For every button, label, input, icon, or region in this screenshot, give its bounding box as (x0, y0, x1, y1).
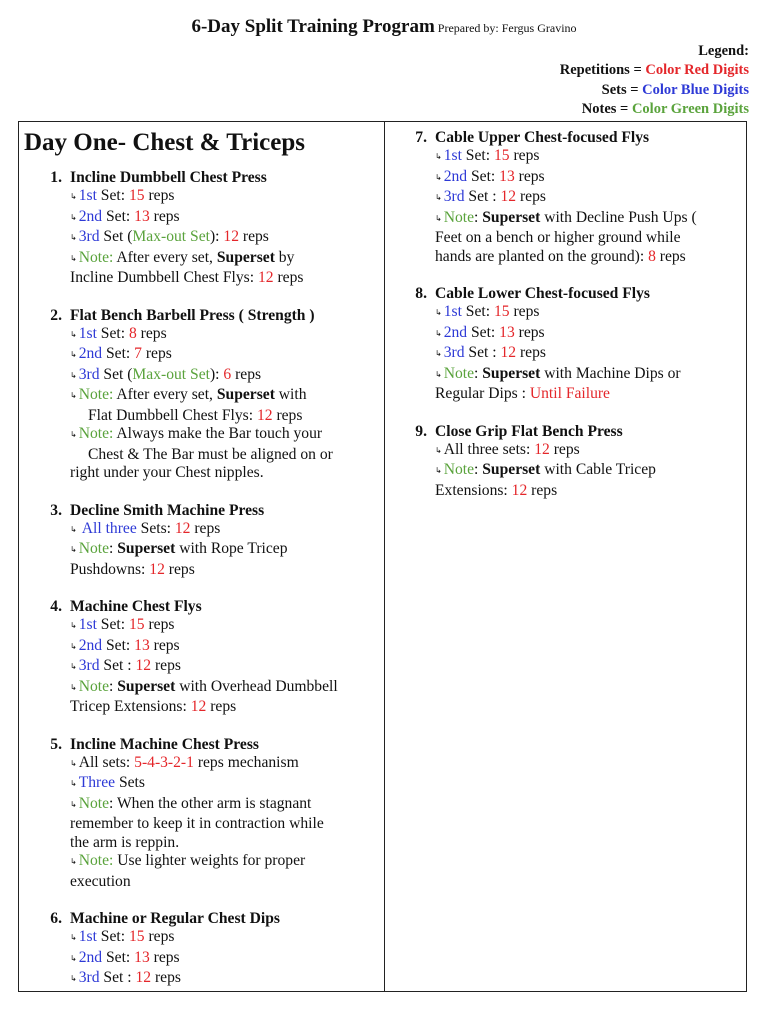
sets-value: 3rd (78, 657, 100, 674)
detail-text: Tricep Extensions: (70, 698, 191, 715)
exercise-detail-line (389, 385, 741, 404)
detail-text: Sets: (136, 519, 175, 537)
reps-value: 7 (134, 345, 142, 362)
exercise-detail-line (24, 616, 376, 637)
exercise-item (389, 128, 741, 266)
note-label: Note (443, 461, 475, 478)
detail-text: reps (514, 323, 545, 341)
exercise-item (24, 168, 376, 288)
reps-value: 12 (500, 188, 517, 205)
exercise-detail-line (389, 188, 741, 209)
exercise-detail-line (24, 366, 376, 387)
sets-value: 2nd (443, 323, 468, 341)
right-column (389, 128, 741, 518)
note-label: Note (78, 794, 110, 812)
exercise-detail-line (24, 520, 376, 541)
exercise-detail-line (389, 461, 741, 482)
sets-value: 1st (78, 928, 97, 945)
exercise-name: Close Grip Flat Bench Press (435, 422, 623, 440)
detail-text: Sets (115, 774, 145, 791)
exercise-detail-line (24, 834, 376, 853)
detail-text: Extensions: (435, 481, 512, 499)
sets-value: 3rd (443, 344, 465, 361)
sets-value: 2nd (78, 636, 103, 654)
detail-text: Set: (96, 187, 129, 204)
superset-label: Superset (117, 677, 176, 695)
sets-value: 3rd (78, 365, 100, 383)
detail-text: reps (527, 481, 558, 499)
arrow-icon: ↳ (70, 545, 77, 554)
detail-text: with Rope Tricep (175, 540, 288, 557)
exercise-title (24, 909, 376, 928)
exercise-detail-line (24, 561, 376, 580)
detail-text: hands are planted on the ground): (435, 247, 649, 265)
detail-text: Incline Dumbbell Chest Flys: (70, 269, 258, 286)
exercise-detail-line (24, 969, 376, 990)
detail-text: reps mechanism (193, 753, 299, 771)
detail-text: Set ( (99, 228, 133, 245)
detail-text: Set ( (99, 365, 133, 383)
sets-value: All three (81, 519, 137, 537)
reps-value: 13 (499, 323, 515, 341)
detail-text: ): (209, 365, 224, 383)
exercise-number: 2. (50, 306, 62, 324)
arrow-icon: ↳ (70, 391, 77, 400)
exercise-item (24, 597, 376, 717)
arrow-icon: ↳ (70, 857, 77, 866)
detail-text: reps (190, 519, 221, 537)
superset-label: Superset (482, 208, 541, 226)
detail-text: Set : (464, 344, 501, 361)
exercise-name: Decline Smith Machine Press (70, 501, 265, 519)
reps-value: 13 (499, 167, 515, 185)
arrow-icon: ↳ (70, 253, 77, 263)
reps-value: 15 (128, 616, 145, 633)
detail-text: with Cable Tricep (540, 461, 656, 478)
exercise-detail-line (24, 754, 376, 775)
legend-value: Color Green Digits (631, 100, 749, 117)
exercise-detail-line (24, 386, 376, 407)
detail-text: with (274, 386, 307, 403)
detail-text: reps (549, 440, 580, 458)
exercise-name: Cable Lower Chest-focused Flys (435, 285, 650, 302)
exercise-title (24, 501, 376, 520)
detail-text: with Overhead Dumbbell (175, 677, 338, 695)
reps-value: 12 (135, 969, 152, 986)
detail-text: reps (151, 657, 181, 674)
detail-text: Set: (96, 928, 129, 945)
superset-label: Superset (216, 386, 275, 403)
legend-label: Sets = (601, 81, 643, 98)
exercise-number: 9. (415, 422, 427, 440)
exercise-detail-line (24, 540, 376, 561)
exercise-number: 7. (415, 129, 427, 146)
detail-text: : (474, 208, 483, 226)
superset-label: Superset (482, 364, 541, 382)
exercise-list-left (24, 168, 376, 990)
detail-text: Set : (99, 657, 136, 674)
exercise-name: Incline Machine Chest Press (70, 735, 259, 753)
detail-text: Use lighter weights for proper (113, 852, 306, 869)
sets-value: 3rd (443, 188, 465, 205)
arrow-icon: ↳ (70, 974, 77, 983)
exercise-detail-line (389, 147, 741, 168)
detail-text: reps (514, 167, 545, 185)
detail-text: reps (509, 147, 540, 164)
arrow-icon: ↳ (70, 430, 77, 439)
exercise-detail-line (24, 187, 376, 208)
sets-value: 3rd (78, 228, 100, 245)
exercise-detail-line (389, 168, 741, 189)
exercise-item (24, 909, 376, 990)
detail-text: remember to keep it in contraction while (70, 815, 324, 832)
exercise-title (389, 284, 741, 303)
exercise-detail-line (24, 407, 376, 426)
detail-text: reps (231, 365, 262, 383)
detail-text: reps (509, 303, 540, 320)
prepared-by: Prepared by: Fergus Gravino (437, 21, 577, 35)
exercise-name: Incline Dumbbell Chest Press (70, 169, 267, 186)
reps-value: 15 (493, 303, 510, 320)
reps-value: 8 (648, 247, 656, 265)
sets-value: 2nd (443, 167, 468, 185)
legend-label: Notes = (581, 100, 632, 117)
detail-text: All three sets: (443, 440, 535, 458)
exercise-title (24, 306, 376, 325)
detail-text: the arm is reppin. (70, 833, 180, 851)
arrow-icon: ↳ (70, 233, 77, 242)
exercise-detail-line (389, 248, 741, 267)
exercise-number: 6. (50, 910, 62, 927)
arrow-icon: ↳ (435, 152, 442, 161)
legend-row-notes (560, 100, 749, 119)
arrow-icon: ↳ (70, 524, 77, 534)
exercise-detail-line (24, 425, 376, 446)
note-label: Note (443, 364, 475, 382)
detail-text: : When the other arm is stagnant (109, 794, 312, 812)
detail-text: Set : (464, 188, 501, 205)
exercise-name: Cable Upper Chest-focused Flys (435, 129, 650, 146)
detail-text: reps (136, 324, 167, 342)
arrow-icon: ↳ (70, 662, 77, 671)
exercise-item (24, 501, 376, 580)
exercise-detail-line (24, 446, 376, 465)
sets-value: 1st (78, 616, 97, 633)
exercise-item (389, 284, 741, 404)
detail-text: with Decline Push Ups ( (540, 208, 697, 226)
exercise-number: 4. (50, 598, 62, 615)
detail-text: Set: (96, 616, 129, 633)
reps-value: 12 (500, 344, 517, 361)
detail-text: Flat Dumbbell Chest Flys: (88, 406, 257, 424)
detail-text: Chest & The Bar must be aligned on or (88, 445, 333, 463)
arrow-icon: ↳ (435, 172, 442, 182)
reps-value: 12 (135, 657, 152, 674)
arrow-icon: ↳ (435, 445, 442, 455)
legend-label: Repetitions = (559, 62, 646, 79)
sets-value: 2nd (78, 207, 103, 225)
exercise-title (389, 128, 741, 147)
detail-text: reps (151, 969, 181, 986)
arrow-icon: ↳ (70, 621, 77, 630)
detail-text: execution (70, 872, 131, 890)
reps-value: 12 (257, 269, 274, 286)
detail-text: : (474, 461, 483, 478)
document-title: 6-Day Split Training Program (191, 16, 435, 37)
detail-text: reps (516, 188, 546, 205)
reps-value: 8 (128, 324, 137, 342)
arrow-icon: ↳ (70, 192, 77, 201)
detail-text: with Machine Dips or (540, 364, 681, 382)
reps-value: 6 (223, 365, 232, 383)
detail-text: : (109, 677, 118, 695)
exercise-name: Machine or Regular Chest Dips (70, 910, 280, 927)
detail-text: Set: (467, 167, 500, 185)
exercise-title (24, 735, 376, 754)
exercise-name: Machine Chest Flys (70, 598, 202, 615)
detail-text: Pushdowns: (70, 560, 150, 578)
arrow-icon: ↳ (435, 308, 442, 317)
reps-value: 12 (174, 519, 191, 537)
arrow-icon: ↳ (70, 682, 77, 692)
sets-value: 3rd (78, 969, 100, 986)
detail-text: reps (144, 928, 175, 945)
detail-text: reps (272, 406, 303, 424)
detail-text: Set: (467, 323, 500, 341)
exercise-list-right (389, 128, 741, 500)
reps-value: 12 (256, 406, 273, 424)
arrow-icon: ↳ (70, 329, 77, 339)
detail-text: reps (206, 698, 237, 715)
detail-text: : (474, 364, 483, 382)
exercise-detail-line (24, 637, 376, 658)
detail-text: reps (141, 345, 172, 362)
arrow-icon: ↳ (70, 799, 77, 809)
exercise-detail-line (389, 209, 741, 230)
arrow-icon: ↳ (435, 193, 442, 202)
detail-text: reps (149, 636, 180, 654)
exercise-detail-line (24, 269, 376, 288)
exercise-detail-line (24, 815, 376, 834)
note-label: Note (78, 540, 110, 557)
arrow-icon: ↳ (435, 213, 442, 223)
detail-text: Set: (461, 147, 494, 164)
detail-text: right under your Chest nipples. (70, 464, 264, 481)
exercise-number: 3. (50, 501, 62, 519)
sets-value: 1st (78, 324, 97, 342)
reps-value: 5-4-3-2-1 (134, 753, 194, 771)
exercise-detail-line (24, 698, 376, 717)
exercise-number: 5. (50, 735, 62, 753)
exercise-detail-line (389, 303, 741, 324)
detail-text: : (109, 540, 118, 557)
detail-text: reps (273, 269, 304, 286)
detail-text: ): (209, 228, 224, 245)
note-label: Note: (78, 852, 114, 869)
exercise-item (389, 422, 741, 501)
exercise-title (24, 168, 376, 187)
exercise-detail-line (24, 249, 376, 270)
sets-value: Three (78, 774, 116, 791)
detail-text: reps (238, 228, 269, 245)
exercise-detail-line (24, 852, 376, 873)
exercise-detail-line (389, 344, 741, 365)
note-label: Note (78, 677, 110, 695)
arrow-icon: ↳ (435, 466, 442, 475)
exercise-detail-line (24, 325, 376, 346)
detail-text: Set: (461, 303, 494, 320)
reps-value: Until Failure (529, 385, 610, 402)
arrow-icon: ↳ (70, 758, 77, 768)
sets-value: 1st (443, 303, 462, 320)
exercise-detail-line (389, 365, 741, 386)
sets-value: 2nd (78, 345, 103, 362)
legend-row-repetitions (560, 61, 749, 80)
detail-text: reps (655, 247, 686, 265)
exercise-detail-line (24, 678, 376, 699)
arrow-icon: ↳ (70, 212, 77, 222)
sets-value: 1st (443, 147, 462, 164)
detail-text: by (274, 248, 295, 266)
detail-text: reps (144, 187, 175, 204)
detail-text: reps (164, 560, 195, 578)
exercise-detail-line (389, 324, 741, 345)
detail-text: Set: (102, 207, 135, 225)
note-label: Max-out Set (132, 228, 210, 245)
exercise-detail-line (24, 774, 376, 795)
legend (560, 42, 749, 119)
exercise-item (24, 735, 376, 892)
exercise-number: 1. (50, 169, 62, 186)
reps-value: 12 (223, 228, 239, 245)
reps-value: 12 (149, 560, 165, 578)
exercise-detail-line (389, 482, 741, 501)
exercise-detail-line (24, 928, 376, 949)
detail-text: After every set, (113, 248, 217, 266)
reps-value: 15 (128, 928, 145, 945)
sets-value: 2nd (78, 948, 103, 966)
exercise-detail-line (24, 795, 376, 816)
reps-value: 12 (190, 698, 207, 715)
left-column (24, 128, 376, 1008)
detail-text: All sets: (78, 753, 135, 771)
note-label: Max-out Set (132, 365, 210, 383)
exercise-detail-line (24, 345, 376, 366)
legend-row-sets (560, 81, 749, 100)
legend-heading: Legend: (698, 43, 749, 59)
exercise-detail-line (389, 441, 741, 462)
detail-text: Set : (99, 969, 136, 986)
reps-value: 12 (534, 440, 550, 458)
superset-label: Superset (482, 461, 541, 478)
note-label: Note: (78, 425, 114, 442)
detail-text: After every set, (113, 386, 217, 403)
exercise-detail-line (24, 949, 376, 970)
arrow-icon: ↳ (435, 328, 442, 338)
detail-text: reps (149, 948, 180, 966)
exercise-title (389, 422, 741, 441)
reps-value: 12 (511, 481, 528, 499)
reps-value: 13 (134, 207, 150, 225)
detail-text: Set: (96, 324, 129, 342)
note-label: Note: (78, 386, 114, 403)
note-label: Note: (78, 248, 114, 266)
exercise-item (24, 306, 376, 483)
detail-text: reps (144, 616, 175, 633)
arrow-icon: ↳ (70, 641, 77, 651)
detail-text: Feet on a bench or higher ground while (435, 229, 681, 246)
reps-value: 13 (134, 948, 150, 966)
arrow-icon: ↳ (70, 350, 77, 359)
exercise-detail-line (389, 229, 741, 248)
detail-text: Set: (102, 636, 135, 654)
detail-text: reps (149, 207, 180, 225)
legend-value: Color Red Digits (645, 62, 749, 79)
reps-value: 15 (493, 147, 510, 164)
detail-text: Set: (102, 948, 135, 966)
exercise-name: Flat Bench Barbell Press ( Strength ) (70, 306, 315, 324)
detail-text: Regular Dips : (435, 385, 530, 402)
exercise-number: 8. (415, 285, 427, 302)
title-line (0, 16, 768, 38)
arrow-icon: ↳ (435, 349, 442, 358)
arrow-icon: ↳ (70, 370, 77, 380)
arrow-icon: ↳ (70, 779, 77, 788)
arrow-icon: ↳ (70, 933, 77, 942)
sets-value: 1st (78, 187, 97, 204)
detail-text: Set: (102, 345, 135, 362)
legend-value: Color Blue Digits (642, 81, 749, 98)
reps-value: 15 (128, 187, 145, 204)
detail-text: reps (516, 344, 546, 361)
exercise-detail-line (24, 873, 376, 892)
arrow-icon: ↳ (435, 369, 442, 379)
superset-label: Superset (117, 540, 176, 557)
note-label: Note (443, 208, 475, 226)
exercise-detail-line (24, 657, 376, 678)
exercise-title (24, 597, 376, 616)
exercise-detail-line (24, 464, 376, 483)
column-divider (384, 122, 385, 991)
arrow-icon: ↳ (70, 953, 77, 963)
exercise-detail-line (24, 228, 376, 249)
exercise-detail-line (24, 208, 376, 229)
day-heading: Day One- Chest & Triceps (24, 129, 305, 156)
detail-text: Always make the Bar touch your (113, 425, 323, 442)
superset-label: Superset (216, 248, 275, 266)
reps-value: 13 (134, 636, 150, 654)
